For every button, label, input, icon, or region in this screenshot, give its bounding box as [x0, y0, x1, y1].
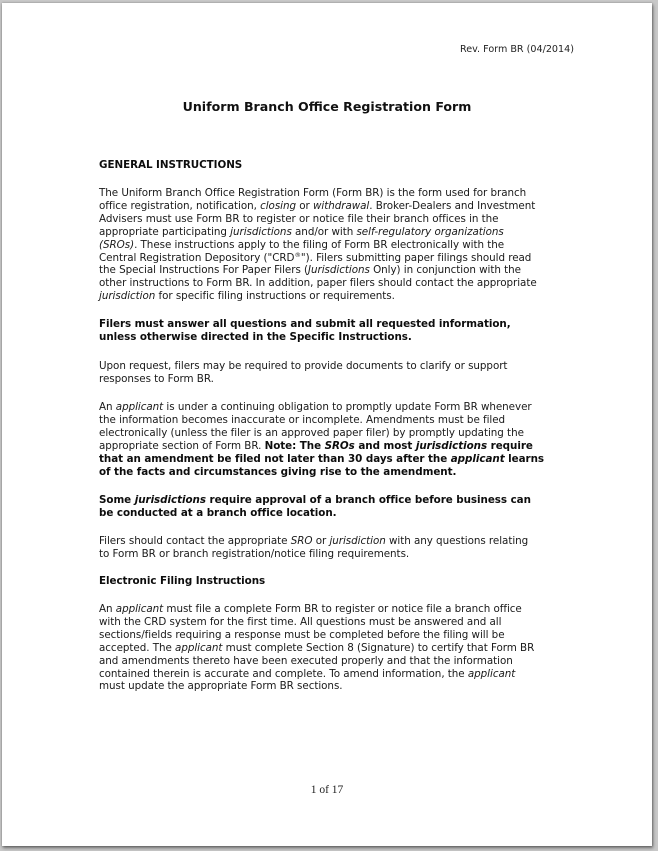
general-heading [99, 159, 242, 172]
text-segment: other instructions to Form BR. In addition, paper filers should contact the appropriate [99, 277, 537, 290]
text-line [99, 507, 531, 520]
text-segment: require [487, 439, 533, 452]
text-segment: office registration, notification, [99, 199, 261, 212]
text-line [99, 187, 537, 200]
text-segment: responses to Form BR. [99, 372, 214, 385]
text-line [99, 239, 537, 252]
text-segment: The Uniform Branch Office Registration Form (Form BR) is the form used for branch [99, 187, 527, 199]
text-line [99, 252, 537, 265]
text-segment: GENERAL INSTRUCTIONS [99, 159, 243, 171]
text-line [99, 318, 511, 331]
text-segment: Filers should contact the appropriate [99, 535, 291, 547]
text-segment: An [99, 401, 116, 413]
text-segment: Electronic Filing Instructions [99, 575, 266, 587]
text-segment: unless otherwise directed in the Specific Instructions. [99, 330, 412, 343]
text-segment: withdrawal [312, 199, 370, 212]
text-line [99, 159, 242, 172]
text-line [99, 331, 511, 344]
text-segment: jurisdiction [329, 535, 386, 547]
text-segment: closing [260, 199, 297, 212]
text-segment: applicant [115, 603, 164, 615]
text-segment: the Special Instructions For Paper Filers ( [99, 264, 309, 277]
must-answer-paragraph [99, 318, 511, 344]
text-segment: accepted. The [99, 641, 176, 654]
text-line [99, 440, 544, 453]
text-line [99, 575, 265, 588]
text-segment: appropriate section of Form BR. [99, 439, 265, 452]
text-segment: electronically (unless the filer is an approved paper filer) by promptly updating the [99, 426, 524, 439]
text-segment: with the CRD system for the first time. All questions must be answered and all [99, 615, 502, 628]
text-segment: of the facts and circumstances giving rise to the amendment. [99, 465, 457, 478]
text-line [99, 494, 531, 507]
text-line [99, 373, 507, 386]
text-segment: "). Filers submitting paper filings should read [300, 251, 532, 264]
text-segment: Some [99, 494, 135, 506]
text-line [99, 401, 544, 414]
text-segment: Jurisdictions [308, 264, 370, 277]
text-line [99, 414, 544, 427]
text-line [99, 655, 534, 668]
obligation-paragraph [99, 401, 544, 478]
text-segment: to Form BR or branch registration/notice filing requirements. [99, 547, 410, 560]
text-segment: applicant [450, 452, 505, 465]
text-line [99, 226, 537, 239]
text-segment: applicant [115, 401, 164, 413]
text-line [99, 200, 537, 213]
upon-request-paragraph [99, 360, 507, 386]
text-segment: must complete Section 8 (Signature) to certify that Form BR [222, 641, 535, 654]
text-line [99, 548, 528, 561]
text-segment: ® [294, 250, 301, 259]
text-line [99, 213, 537, 226]
text-line [99, 603, 534, 616]
text-segment: sections/fields requiring a response must be completed before the filing will be [99, 628, 505, 641]
document-page [2, 3, 652, 846]
text-segment: Upon request, filers may be required to provide documents to clarify or support [99, 360, 508, 372]
intro-paragraph [99, 187, 537, 303]
text-segment: Filers must answer all questions and submit all requested information, [99, 318, 511, 330]
text-line [99, 360, 507, 373]
electronic-filing-paragraph [99, 603, 534, 693]
text-segment: and most [354, 439, 416, 452]
text-segment: or [312, 535, 330, 547]
text-line [99, 277, 537, 290]
approval-paragraph [99, 494, 531, 520]
text-segment: and/or with [291, 225, 357, 238]
text-line [99, 427, 544, 440]
text-line [99, 453, 544, 466]
text-line [99, 466, 544, 479]
text-line [99, 680, 534, 693]
text-segment: Advisers must use Form BR to register or notice file their branch offices in the [99, 212, 499, 225]
text-segment: the information becomes inaccurate or incomplete. Amendments must be filed [99, 413, 506, 426]
text-segment: jurisdiction [99, 290, 156, 303]
text-segment: (SROs) [99, 238, 135, 251]
text-line [99, 642, 534, 655]
text-line [99, 535, 528, 548]
text-segment: must file a complete Form BR to register or notice file a branch office [163, 603, 522, 615]
text-segment: require approval of a branch office before business can [205, 494, 531, 506]
text-segment: Central Registration Depository ("CRD [99, 251, 295, 264]
text-segment: contained therein is accurate and complete. To amend information, the [99, 667, 468, 680]
text-line [99, 616, 534, 629]
text-segment: jurisdictions [230, 225, 292, 238]
page-title: Uniform Branch Office Registration Form [182, 99, 472, 114]
text-segment: for specific filing instructions or requirements. [155, 290, 395, 303]
text-segment: learns [504, 452, 545, 465]
text-segment: Only) in conjunction with the [369, 264, 521, 277]
text-line [99, 290, 537, 303]
text-segment: is under a continuing obligation to promptly update Form BR whenever [163, 401, 532, 413]
contact-paragraph [99, 535, 528, 561]
text-line [99, 264, 537, 277]
revision-label: Rev. Form BR (04/2014) [459, 44, 574, 55]
text-segment: and amendments thereto have been executed properly and that the information [99, 654, 513, 667]
text-segment: or [296, 199, 313, 212]
text-segment: . Broker-Dealers and Investment [369, 199, 536, 212]
text-segment: be conducted at a branch office location. [99, 506, 337, 519]
text-segment: appropriate participating [99, 225, 231, 238]
text-segment: that an amendment be filed not later than 30 days after the [99, 452, 451, 465]
text-segment: SRO [290, 535, 313, 547]
text-segment: self-regulatory organizations [356, 225, 504, 238]
text-segment: jurisdictions [415, 439, 488, 452]
text-segment: . These instructions apply to the filing of Form BR electronically with the [134, 238, 505, 251]
text-line [99, 668, 534, 681]
text-segment: An [99, 603, 116, 615]
text-segment: SROs [324, 439, 355, 452]
text-segment: must update the appropriate Form BR sections. [99, 680, 343, 693]
text-segment: with any questions relating [385, 535, 529, 547]
text-segment: applicant [175, 641, 223, 654]
text-segment: jurisdictions [134, 494, 206, 506]
text-line [99, 629, 534, 642]
text-segment: Note: The [264, 439, 325, 452]
page-indicator: 1 of 17 [310, 784, 344, 796]
text-segment: applicant [467, 667, 516, 680]
electronic-filing-heading [99, 575, 265, 588]
